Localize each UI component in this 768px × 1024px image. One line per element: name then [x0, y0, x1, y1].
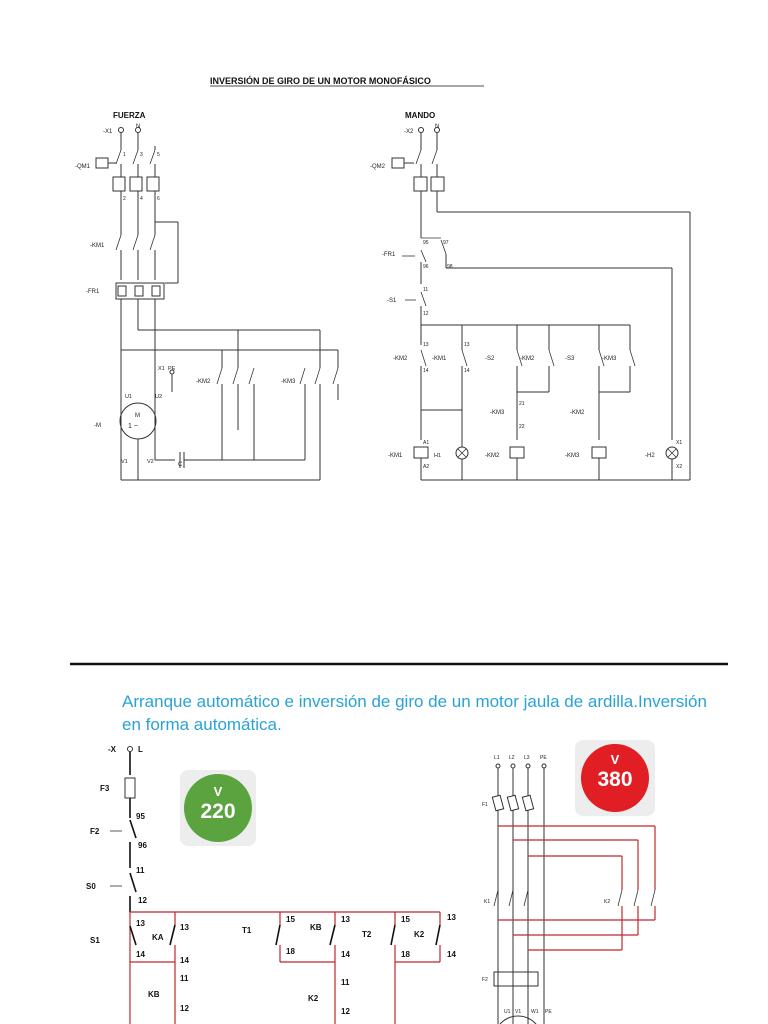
badge-380: [575, 740, 655, 816]
fuerza-terminal-l: [119, 128, 124, 133]
svg-text:5: 5: [157, 152, 160, 158]
mando-circuit: [370, 111, 690, 480]
kb-label-2: KB: [310, 923, 322, 932]
svg-text:13: 13: [464, 342, 470, 348]
bottom-title: Arranque automático e inversión de giro de un motor jaula de ardilla.Inversión en forma automática.: [122, 692, 707, 734]
svg-text:12: 12: [180, 1004, 189, 1013]
svg-text:F2: F2: [482, 977, 488, 983]
k2-label-bottom: K2: [308, 994, 319, 1003]
qm1-actuator: [96, 158, 108, 168]
k2-label-top: K2: [414, 930, 425, 939]
km1-coil: [414, 447, 428, 458]
mando-label: MANDO: [405, 111, 436, 120]
svg-text:K2: K2: [604, 899, 611, 905]
s1-label: S1: [90, 936, 100, 945]
bottom-motor: [494, 1016, 542, 1024]
svg-text:11: 11: [341, 978, 350, 987]
svg-text:96: 96: [423, 264, 429, 270]
svg-text:6: 6: [157, 196, 160, 202]
mando-x2: -X2: [404, 129, 414, 135]
coil-km2: -KM2: [485, 453, 500, 459]
s0-label: S0: [86, 882, 96, 891]
svg-text:14: 14: [180, 956, 189, 965]
svg-text:V: V: [610, 752, 620, 767]
svg-text:18: 18: [401, 950, 410, 959]
svg-text:12: 12: [341, 1007, 350, 1016]
svg-text:A1: A1: [423, 440, 430, 446]
svg-text:96: 96: [138, 841, 147, 850]
fuerza-pe: PE: [168, 366, 176, 372]
mando-h2: -H2: [645, 453, 655, 459]
svg-text:12: 12: [138, 896, 147, 905]
svg-text:1: 1: [123, 152, 126, 158]
svg-text:X2: X2: [676, 464, 683, 470]
mando-km2-b: -KM2: [520, 356, 535, 362]
f2-label: F2: [90, 827, 100, 836]
svg-text:220: 220: [200, 800, 236, 823]
ka-label: KA: [152, 933, 164, 942]
svg-text:L3: L3: [524, 755, 530, 761]
km3-coil: [592, 447, 606, 458]
svg-text:11: 11: [423, 287, 429, 293]
svg-text:13: 13: [180, 923, 189, 932]
fuerza-circuit: [75, 111, 338, 480]
svg-text:K1: K1: [484, 899, 491, 905]
coil-km3: -KM3: [565, 453, 580, 459]
svg-text:14: 14: [423, 368, 429, 374]
svg-text:14: 14: [447, 950, 456, 959]
mando-s2: -S2: [485, 356, 495, 362]
svg-text:4: 4: [140, 196, 143, 202]
svg-text:V1: V1: [121, 459, 128, 465]
motor-label: -M: [94, 423, 101, 429]
capacitor-label: C: [178, 462, 183, 468]
motor-symbol: [120, 403, 156, 439]
svg-text:14: 14: [136, 950, 145, 959]
mando-fr1: -FR1: [382, 252, 396, 258]
svg-text:H1: H1: [434, 453, 442, 459]
svg-text:13: 13: [136, 919, 145, 928]
svg-text:95: 95: [136, 812, 145, 821]
svg-text:W1: W1: [531, 1009, 539, 1015]
fuerza-fr1: -FR1: [86, 289, 100, 295]
fr1-thermal-relay: [116, 283, 164, 299]
svg-text:12: 12: [423, 311, 429, 317]
fuerza-km1: -KM1: [90, 243, 105, 249]
svg-text:14: 14: [464, 368, 470, 374]
mando-s3: -S3: [565, 356, 575, 362]
svg-text:13: 13: [423, 342, 429, 348]
bottom-control-circuit: [86, 745, 456, 1024]
svg-text:X1: X1: [676, 440, 683, 446]
supply-x: -X: [108, 745, 116, 754]
fuerza-x1-label: X1: [158, 366, 165, 372]
svg-text:380: 380: [597, 768, 633, 791]
svg-text:22: 22: [519, 424, 525, 430]
mando-qm2: -QM2: [370, 164, 385, 170]
svg-text:18: 18: [286, 947, 295, 956]
svg-text:97: 97: [443, 240, 449, 246]
fuerza-x1: -X1: [103, 129, 113, 135]
svg-text:A2: A2: [423, 464, 430, 470]
svg-text:PE: PE: [545, 1009, 552, 1015]
svg-text:U2: U2: [155, 394, 163, 400]
svg-text:13: 13: [341, 915, 350, 924]
svg-text:11: 11: [180, 974, 189, 983]
svg-text:15: 15: [286, 915, 295, 924]
fuerza-km2: -KM2: [196, 379, 211, 385]
badge-220: [180, 770, 256, 846]
svg-text:2: 2: [123, 196, 126, 202]
svg-text:98: 98: [447, 264, 453, 270]
svg-text:F1: F1: [482, 802, 488, 808]
motor-phase: 1 ~: [128, 423, 138, 430]
kb-label-1: KB: [148, 990, 160, 999]
top-title: INVERSIÓN DE GIRO DE UN MOTOR MONOFÁSICO: [210, 76, 431, 86]
t1-label: T1: [242, 926, 252, 935]
svg-text:13: 13: [447, 913, 456, 922]
coil-km1: -KM1: [388, 453, 403, 459]
svg-text:95: 95: [423, 240, 429, 246]
fuerza-km3: -KM3: [281, 379, 296, 385]
svg-text:15: 15: [401, 915, 410, 924]
f3-label: F3: [100, 784, 110, 793]
svg-text:PE: PE: [540, 755, 547, 761]
svg-text:3: 3: [140, 152, 143, 158]
km2-coil: [510, 447, 524, 458]
fuerza-qm1: -QM1: [75, 164, 90, 170]
mando-km2-a: -KM2: [393, 356, 408, 362]
svg-text:U1: U1: [504, 1009, 511, 1015]
fuerza-n: N: [136, 124, 141, 130]
svg-text:V1: V1: [515, 1009, 522, 1015]
svg-text:L1: L1: [494, 755, 500, 761]
t2-label: T2: [362, 930, 372, 939]
mando-km3-a: -KM3: [490, 410, 505, 416]
motor-name: M: [135, 413, 140, 419]
mando-km1: -KM1: [432, 356, 447, 362]
svg-text:V: V: [213, 784, 223, 799]
mando-km3-b: -KM3: [602, 356, 617, 362]
fuerza-label: FUERZA: [113, 111, 146, 120]
svg-text:L2: L2: [509, 755, 515, 761]
mando-km2-c: -KM2: [570, 410, 585, 416]
svg-text:21: 21: [519, 401, 525, 407]
f3-fuse: [125, 778, 135, 798]
svg-text:N: N: [435, 124, 440, 130]
svg-text:V2: V2: [147, 459, 154, 465]
supply-l: L: [138, 745, 143, 754]
mando-s1: -S1: [387, 298, 397, 304]
svg-text:U1: U1: [125, 394, 133, 400]
svg-text:11: 11: [136, 866, 145, 875]
svg-text:14: 14: [341, 950, 350, 959]
